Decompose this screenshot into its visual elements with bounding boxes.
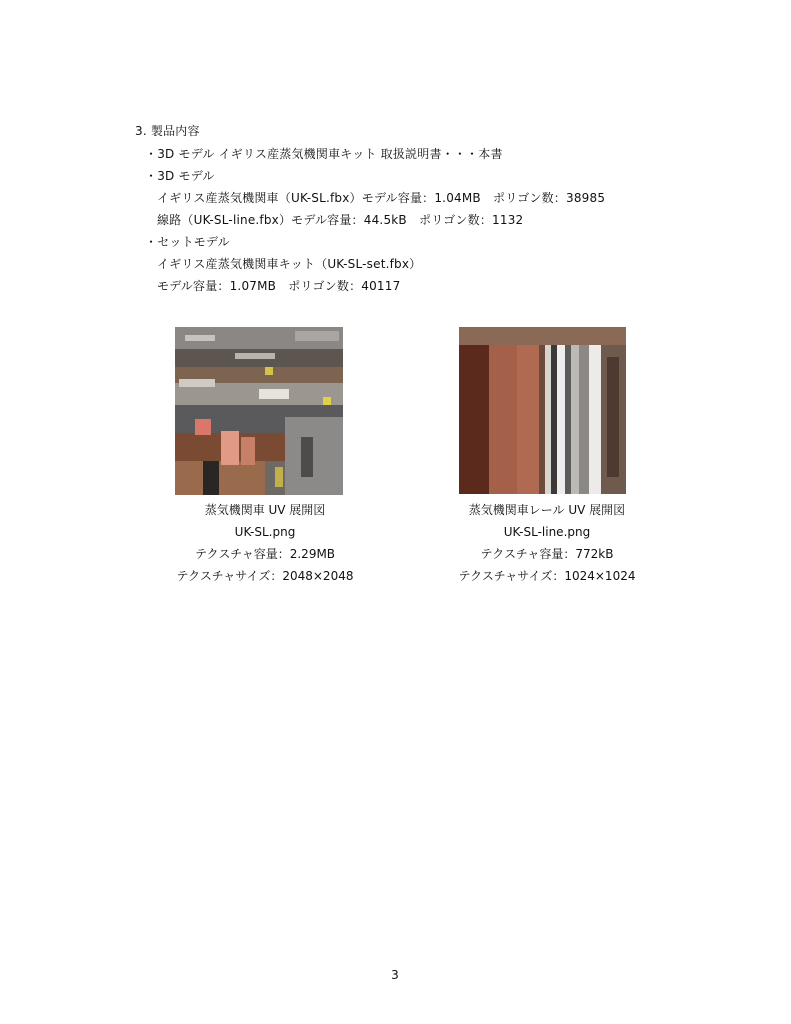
figure-filename: UK-SL.png [234, 525, 296, 539]
content-line: ・3D モデル イギリス産蒸気機関車キット 取扱説明書・・・本書 [145, 147, 503, 161]
content-line: イギリス産蒸気機関車（UK-SL.fbx）モデル容量：1.04MB ポリゴン数：38985 [157, 191, 606, 205]
figure-dims: テクスチャサイズ：1024×1024 [458, 569, 636, 583]
section-heading: 3. 製品内容 [135, 124, 200, 138]
locomotive-uv-texture [175, 327, 343, 495]
rail-uv-texture [459, 327, 626, 494]
content-line: イギリス産蒸気機関車キット（UK-SL-set.fbx） [157, 257, 422, 271]
content-line: 線路（UK-SL-line.fbx）モデル容量：44.5kB ポリゴン数：1132 [157, 213, 524, 227]
figure-filename: UK-SL-line.png [503, 525, 591, 539]
content-line: ・セットモデル [145, 235, 230, 249]
figure-dims: テクスチャサイズ：2048×2048 [176, 569, 354, 583]
content-line: ・3D モデル [145, 169, 215, 183]
figure-size: テクスチャ容量：772kB [480, 547, 614, 561]
page-number: 3 [391, 968, 399, 982]
figure-size: テクスチャ容量：2.29MB [194, 547, 336, 561]
content-line: モデル容量：1.07MB ポリゴン数：40117 [157, 279, 401, 293]
figure-title: 蒸気機関車レール UV 展開図 [468, 503, 626, 517]
figure-title: 蒸気機関車 UV 展開図 [204, 503, 326, 517]
